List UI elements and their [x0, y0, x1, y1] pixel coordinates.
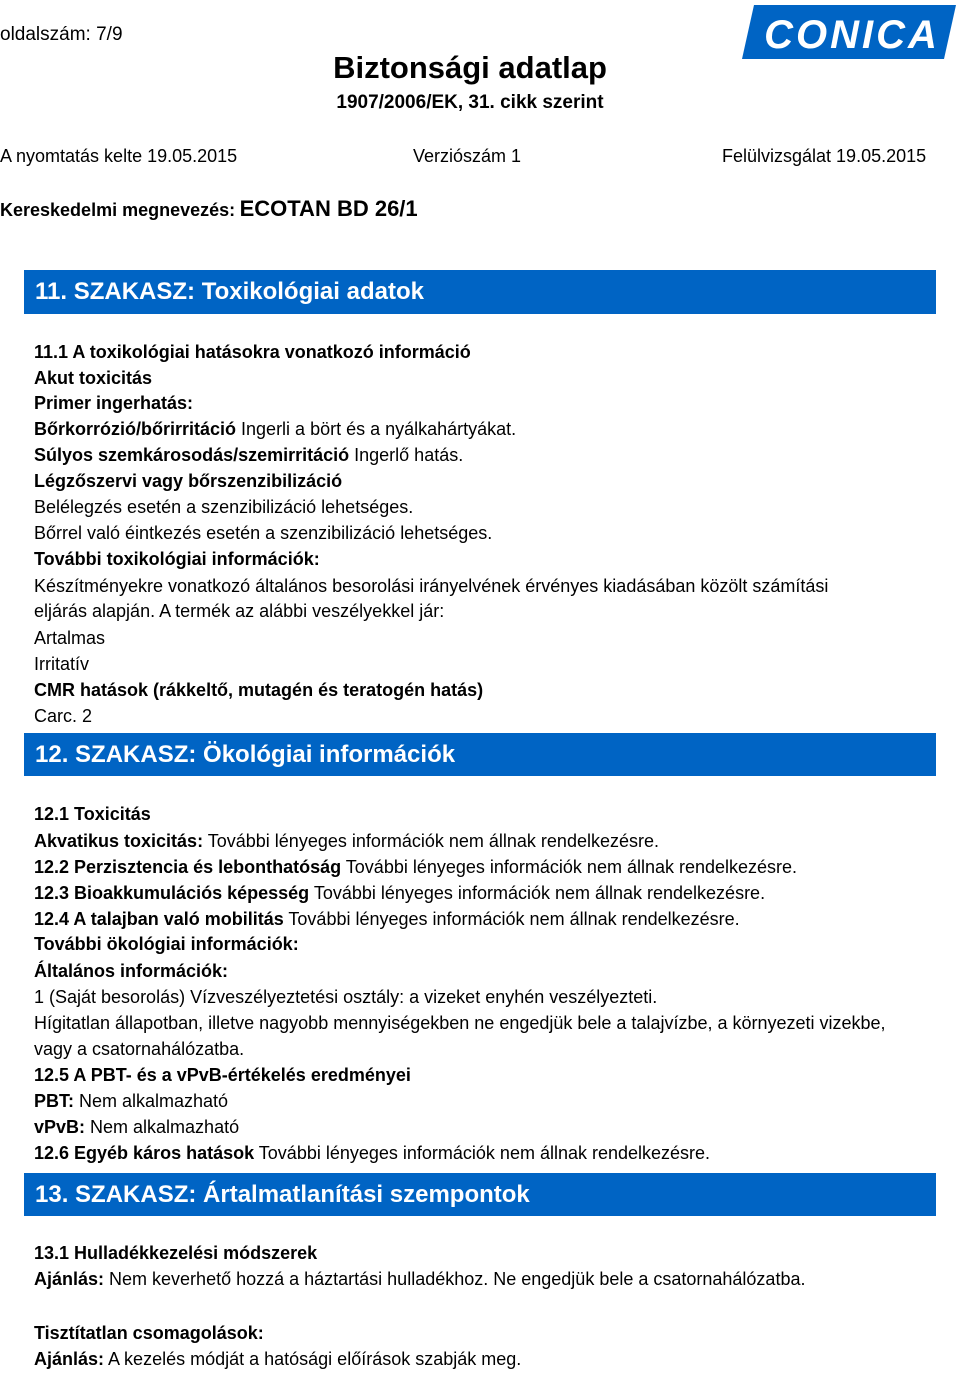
bold-label: 12.1 Toxicitás: [34, 804, 151, 824]
trade-name: [0, 196, 418, 222]
bold-label: Ajánlás:: [34, 1349, 105, 1369]
body-text: Hígitatlan állapotban, illetve nagyobb mennyiségekben ne engedjük bele a talajvízbe, a környezeti vizekbe,: [34, 1013, 886, 1033]
text-line: [34, 575, 828, 597]
bold-label: Tisztítatlan csomagolások:: [34, 1323, 264, 1343]
text-line: [34, 1348, 521, 1370]
body-text: Készítményekre vonatkozó általános besorolási irányelvének érvényes kiadásában közölt számítási: [34, 576, 829, 596]
trade-name-label: Kereskedelmi megnevezés:: [0, 200, 236, 220]
text-line: [34, 960, 228, 982]
document-title: Biztonsági adatlap: [333, 50, 607, 85]
body-text: További lényeges információk nem állnak rendelkezésre.: [283, 909, 740, 929]
text-line: [34, 470, 342, 492]
print-date: A nyomtatás kelte 19.05.2015: [0, 146, 238, 166]
bold-label: További toxikológiai információk:: [34, 549, 320, 569]
body-text: Belélegzés esetén a szenzibilizáció lehetséges.: [34, 497, 414, 517]
body-text: Nem alkalmazható: [85, 1117, 240, 1137]
bold-label: Akvatikus toxicitás:: [34, 831, 204, 851]
text-line: [34, 367, 152, 389]
text-line: [34, 1242, 317, 1264]
conica-logo: [740, 5, 956, 59]
text-line: [34, 1038, 244, 1060]
text-line: [34, 908, 740, 930]
text-line: [34, 548, 320, 570]
bold-label: 12.2 Perzisztencia és lebonthatóság: [34, 857, 342, 877]
bold-label: Primer ingerhatás:: [34, 393, 194, 413]
body-text: Artalmas: [34, 628, 106, 648]
text-line: [34, 1090, 228, 1112]
section-12-header: 12. SZAKASZ: Ökológiai információk: [24, 733, 936, 776]
text-line: [34, 653, 89, 675]
body-text: További lényeges információk nem állnak rendelkezésre.: [309, 883, 766, 903]
text-line: [34, 679, 483, 701]
text-line: [34, 705, 92, 727]
bold-label: Légzőszervi vagy bőrszenzibilizáció: [34, 471, 343, 491]
bold-label: Ajánlás:: [34, 1269, 105, 1289]
body-text: Nem alkalmazható: [74, 1091, 229, 1111]
body-text: A kezelés módját a hatósági előírások szabják meg.: [104, 1349, 522, 1369]
text-line: [34, 444, 463, 466]
text-line: [34, 803, 151, 825]
bold-label: PBT:: [34, 1091, 74, 1111]
bold-label: 13.1 Hulladékkezelési módszerek: [34, 1243, 318, 1263]
bold-label: Általános információk:: [34, 961, 229, 981]
text-line: [34, 933, 299, 955]
text-line: [34, 392, 193, 414]
text-line: [34, 522, 492, 544]
body-text: Ingerli a bört és a nyálkahártyákat.: [236, 419, 517, 439]
section-13-header: 13. SZAKASZ: Ártalmatlanítási szempontok: [24, 1173, 936, 1216]
bold-label: Akut toxicitás: [34, 368, 153, 388]
text-line: [34, 986, 657, 1008]
document-subtitle: 1907/2006/EK, 31. cikk szerint: [336, 92, 604, 113]
text-line: [34, 341, 471, 363]
bold-label: 12.6 Egyéb káros hatások: [34, 1143, 255, 1163]
text-line: [34, 1322, 264, 1344]
body-text: vagy a csatornahálózatba.: [34, 1039, 245, 1059]
bold-label: 11.1 A toxikológiai hatásokra vonatkozó információ: [34, 342, 471, 362]
text-line: [34, 496, 413, 518]
logo-text: CONICA: [764, 13, 940, 57]
bold-label: További ökológiai információk:: [34, 934, 299, 954]
text-line: [34, 1142, 710, 1164]
trade-name-value: ECOTAN BD 26/1: [239, 196, 418, 221]
revision-date: Felülvizsgálat 19.05.2015: [722, 146, 927, 166]
text-line: [34, 418, 516, 440]
body-text: Bőrrel való éintkezés esetén a szenzibilizáció lehetséges.: [34, 523, 493, 543]
body-text: További lényeges információk nem állnak rendelkezésre.: [341, 857, 798, 877]
text-line: [34, 1064, 411, 1086]
text-line: [34, 856, 797, 878]
text-line: [34, 1116, 239, 1138]
body-text: További lényeges információk nem állnak rendelkezésre.: [203, 831, 659, 851]
body-text: 1 (Saját besorolás) Vízveszélyeztetési osztály: a vizeket enyhén veszélyezteti.: [34, 987, 658, 1007]
bold-label: 12.3 Bioakkumulációs képesség: [34, 883, 310, 903]
bold-label: Bőrkorrózió/bőrirritáció: [34, 419, 237, 439]
text-line: [34, 600, 444, 622]
bold-label: 12.4 A talajban való mobilitás: [34, 909, 284, 929]
body-text: Nem keverhető hozzá a háztartási hulladékhoz. Ne engedjük bele a csatornahálózatba.: [104, 1269, 806, 1289]
bold-label: 12.5 A PBT- és a vPvB-értékelés eredményei: [34, 1065, 411, 1085]
text-line: [34, 1268, 805, 1290]
text-line: [34, 882, 765, 904]
bold-label: Súlyos szemkárosodás/szemirritáció: [34, 445, 350, 465]
body-text: További lényeges információk nem állnak rendelkezésre.: [254, 1143, 711, 1163]
page-number: oldalszám: 7/9: [0, 24, 123, 45]
text-line: [34, 1012, 886, 1034]
text-line: [34, 830, 659, 852]
body-text: Irritatív: [34, 654, 90, 674]
body-text: Ingerlő hatás.: [349, 445, 464, 465]
section-11-header: 11. SZAKASZ: Toxikológiai adatok: [24, 270, 936, 314]
text-line: [34, 627, 105, 649]
bold-label: CMR hatások (rákkeltő, mutagén és teratogén hatás): [34, 680, 484, 700]
version-number: Verziószám 1: [413, 146, 522, 166]
body-text: eljárás alapján. A termék az alábbi veszélyekkel jár:: [34, 601, 445, 621]
body-text: Carc. 2: [34, 706, 93, 726]
bold-label: vPvB:: [34, 1117, 86, 1137]
